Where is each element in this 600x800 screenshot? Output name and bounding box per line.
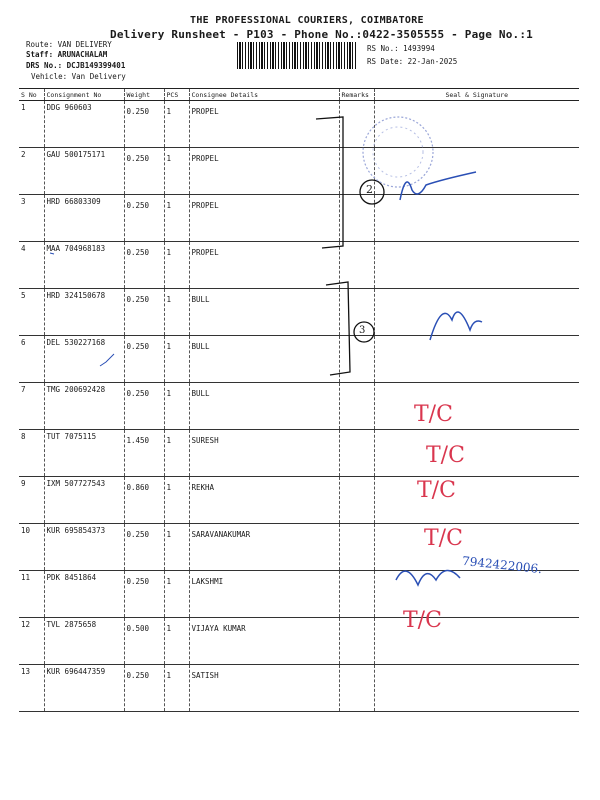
sno-cell: 13: [19, 665, 44, 712]
consignment-cell: KUR 695854373: [44, 524, 124, 571]
pcs-cell: 1: [164, 336, 189, 383]
pcs-cell: 1: [164, 148, 189, 195]
consignee-cell: BULL: [189, 383, 339, 430]
tc-mark-row8: T/C: [414, 402, 453, 427]
sno-cell: 2: [19, 148, 44, 195]
drs-number: DRS No.: DCJB149399401: [26, 61, 126, 70]
runsheet-title: Delivery Runsheet - P103 - Phone No.:0422-3505555 - Page No.:1: [110, 28, 533, 41]
tc-mark-row9: T/C: [426, 443, 465, 468]
col-pcs: PCS: [164, 89, 189, 101]
sno-cell: 1: [19, 101, 44, 148]
tc-mark-row10: T/C: [417, 478, 456, 503]
sno-cell: 12: [19, 618, 44, 665]
staff-label: Staff: ARUNACHALAM: [26, 50, 108, 59]
consignee-cell: SURESH: [189, 430, 339, 477]
weight-cell: 0.250: [124, 242, 164, 289]
weight-cell: 0.250: [124, 571, 164, 618]
weight-cell: 0.250: [124, 524, 164, 571]
weight-cell: 0.250: [124, 383, 164, 430]
consignee-cell: PROPEL: [189, 148, 339, 195]
sno-cell: 3: [19, 195, 44, 242]
consignee-cell: BULL: [189, 336, 339, 383]
signature-row-4: [400, 172, 476, 200]
consignee-cell: SARAVANAKUMAR: [189, 524, 339, 571]
sno-cell: 11: [19, 571, 44, 618]
vehicle-label: Vehicle: Van Delivery: [31, 72, 126, 81]
pcs-cell: 1: [164, 430, 189, 477]
sno-cell: 7: [19, 383, 44, 430]
sno-cell: 5: [19, 289, 44, 336]
col-consignment: Consignment No: [44, 89, 124, 101]
col-seal: Seal & Signature: [374, 89, 579, 101]
pcs-cell: 1: [164, 195, 189, 242]
weight-cell: 0.250: [124, 195, 164, 242]
col-remarks: Remarks: [339, 89, 374, 101]
weight-cell: 1.450: [124, 430, 164, 477]
consignment-cell: GAU 500175171: [44, 148, 124, 195]
sno-cell: 4: [19, 242, 44, 289]
consignee-cell: BULL: [189, 289, 339, 336]
weight-cell: 0.250: [124, 148, 164, 195]
pcs-cell: 1: [164, 383, 189, 430]
sno-cell: 9: [19, 477, 44, 524]
weight-cell: 0.250: [124, 289, 164, 336]
tc-mark-row11: T/C: [424, 526, 463, 551]
sno-cell: 8: [19, 430, 44, 477]
handwritten-phone: 7942422006.: [461, 553, 543, 577]
consignee-cell: VIJAYA KUMAR: [189, 618, 339, 665]
company-name: THE PROFESSIONAL COURIERS, COIMBATORE: [190, 15, 424, 26]
sno-cell: 6: [19, 336, 44, 383]
consignment-cell: PDK 8451864: [44, 571, 124, 618]
weight-cell: 0.250: [124, 336, 164, 383]
consignment-cell: KUR 696447359: [44, 665, 124, 712]
sno-cell: 10: [19, 524, 44, 571]
consignment-cell: TUT 7075115: [44, 430, 124, 477]
consignment-cell: HRD 66803309: [44, 195, 124, 242]
weight-cell: 0.250: [124, 101, 164, 148]
consignee-cell: PROPEL: [189, 195, 339, 242]
rs-date: RS Date: 22-Jan-2025: [367, 57, 458, 66]
consignee-cell: LAKSHMI: [189, 571, 339, 618]
consignment-cell: TMG 200692428: [44, 383, 124, 430]
consignment-cell: IXM 507727543: [44, 477, 124, 524]
weight-cell: 0.250: [124, 665, 164, 712]
col-weight: Weight: [124, 89, 164, 101]
consignment-cell: TVL 2875658: [44, 618, 124, 665]
signature-row-12: [396, 570, 460, 585]
tick-mark: [100, 354, 114, 366]
consignee-cell: SATISH: [189, 665, 339, 712]
pcs-cell: 1: [164, 618, 189, 665]
consignment-cell: DEL 530227168: [44, 336, 124, 383]
pcs-cell: 1: [164, 571, 189, 618]
tc-mark-row13: T/C: [403, 608, 442, 633]
rs-number: RS No.: 1493994: [367, 44, 435, 53]
col-consignee: Consignee Details: [189, 89, 339, 101]
bracket-mark-1: [316, 117, 343, 248]
consignee-cell: PROPEL: [189, 101, 339, 148]
consignment-cell: MAA 704968183: [44, 242, 124, 289]
bracket-mark-2: [326, 282, 350, 375]
consignee-cell: REKHA: [189, 477, 339, 524]
consignee-cell: PROPEL: [189, 242, 339, 289]
pcs-cell: 1: [164, 477, 189, 524]
weight-cell: 0.500: [124, 618, 164, 665]
route-label: Route: VAN DELIVERY: [26, 40, 112, 49]
weight-cell: 0.860: [124, 477, 164, 524]
pcs-cell: 1: [164, 665, 189, 712]
signature-row-7: [430, 312, 482, 340]
col-sno: S No: [19, 89, 44, 101]
pcs-cell: 1: [164, 101, 189, 148]
consignment-cell: DDG 960603: [44, 101, 124, 148]
handwritten-2: 2: [366, 183, 373, 196]
pcs-cell: 1: [164, 289, 189, 336]
consignment-cell: HRD 324150678: [44, 289, 124, 336]
handwritten-3: 3: [359, 325, 366, 336]
pcs-cell: 1: [164, 524, 189, 571]
pcs-cell: 1: [164, 242, 189, 289]
